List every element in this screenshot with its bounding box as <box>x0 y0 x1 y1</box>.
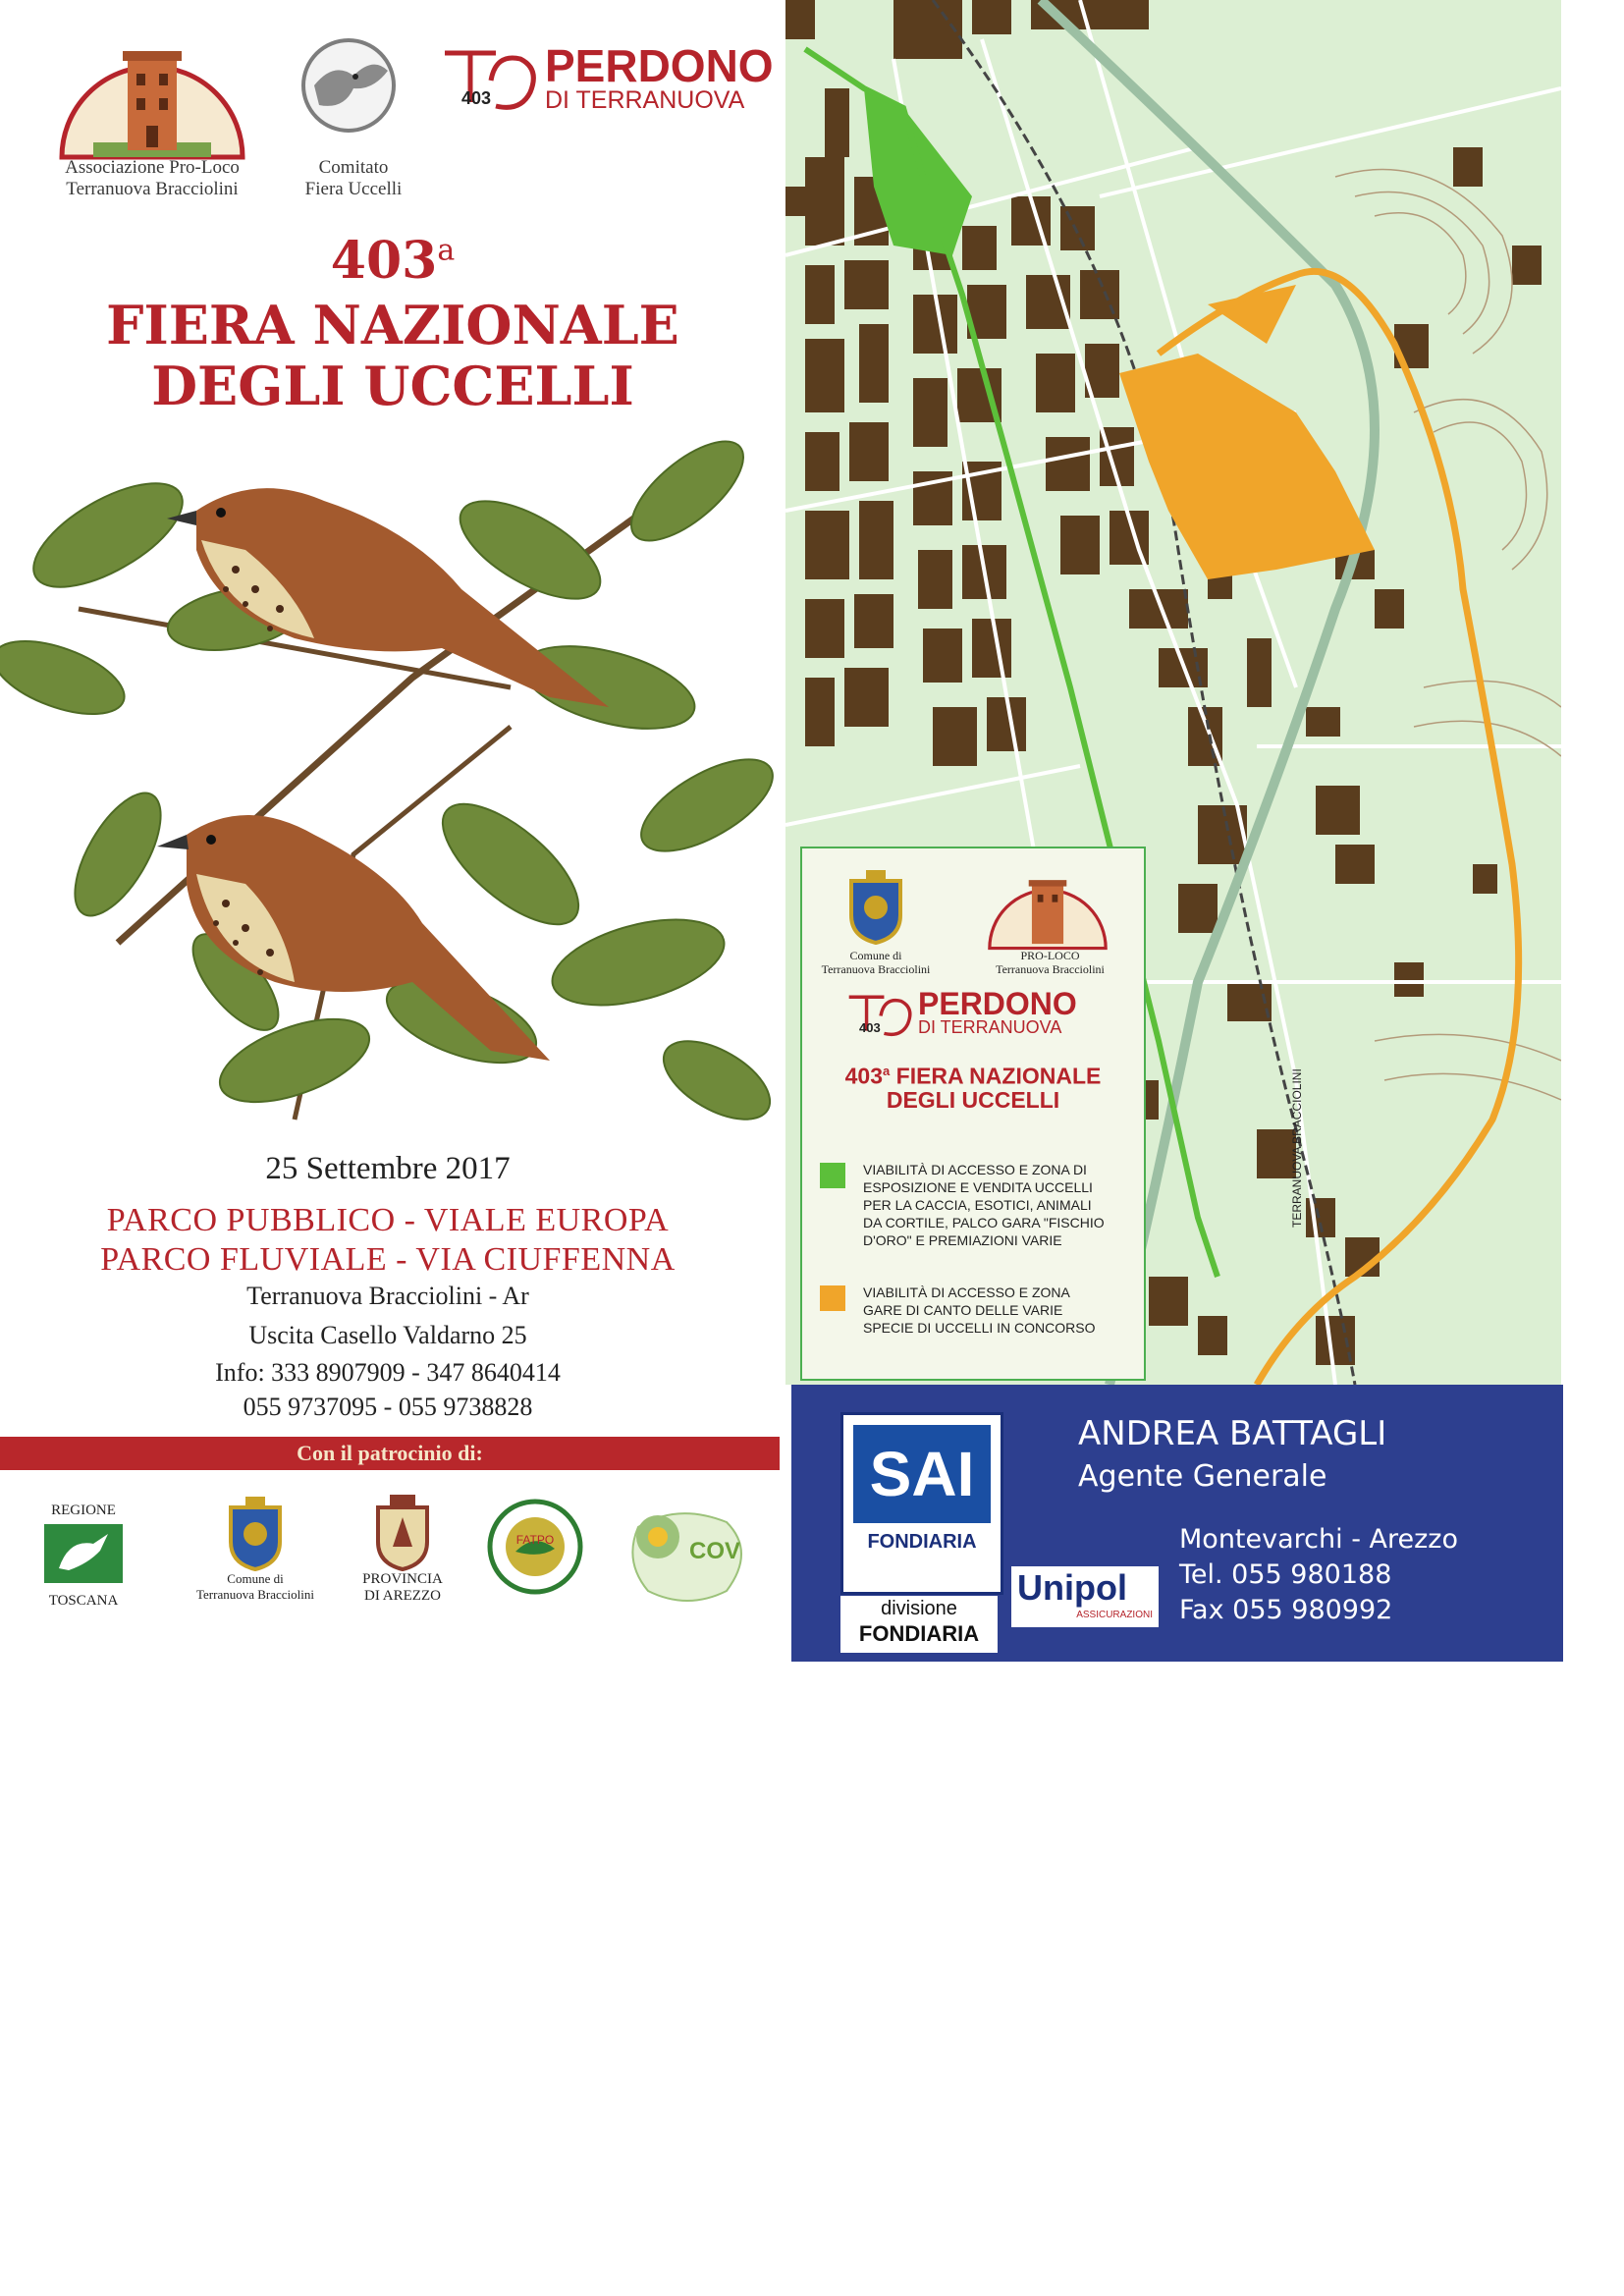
event-date: 25 Settembre 2017 <box>265 1151 511 1186</box>
agent-name: ANDREA BATTAGLI <box>1078 1414 1387 1453</box>
legend-title-line2: DEGLI UCCELLI <box>886 1086 1060 1113</box>
proloco-label-line1: Associazione Pro-Loco <box>65 157 240 178</box>
proloco-label <box>20 157 285 200</box>
event-title-line2: DEGLI UCCELLI <box>151 355 634 417</box>
agent-role: Agente Generale <box>1078 1459 1327 1494</box>
flyer-front-panel <box>0 0 785 1665</box>
legend-proloco-line1: PRO-LOCO <box>1020 949 1080 962</box>
sai-wordmark: SAI <box>853 1425 991 1523</box>
provincia-crest-icon <box>368 1493 437 1571</box>
perdono-subtitle: DI TERRANUOVA <box>545 86 745 114</box>
comitato-label-line1: Comitato <box>318 157 389 178</box>
legend-perdono-emblem <box>841 989 920 1043</box>
comitato-bird-logo <box>295 31 403 139</box>
comune-crest-icon <box>221 1493 290 1571</box>
edition-number <box>295 231 491 291</box>
proloco-tower-logo <box>54 29 250 167</box>
legend-title-line1: FIERA NAZIONALE <box>895 1063 1102 1089</box>
provincia-arezzo-logo <box>349 1493 457 1605</box>
legend-edition-value: 403 <box>844 1063 884 1089</box>
regione-toscana-logo <box>39 1503 128 1610</box>
regione-label-2: TOSCANA <box>48 1593 119 1609</box>
legend-orange-line3: SPECIE DI UCCELLI IN CONCORSO <box>863 1320 1096 1336</box>
unipol-subtitle: ASSICURAZIONI <box>1076 1610 1153 1620</box>
comune-label-1: Comune di <box>227 1571 284 1586</box>
legend-orange-swatch <box>820 1285 845 1311</box>
patronage-band: Con il patrocinio di: <box>0 1437 780 1470</box>
info-phones-1: Info: 333 8907909 - 347 8640414 <box>215 1358 561 1387</box>
regione-label-1: REGIONE <box>51 1503 116 1518</box>
legend-orange-text <box>863 1284 1138 1337</box>
legend-orange-line2: GARE DI CANTO DELLE VARIE <box>863 1302 1063 1318</box>
agent-fax: Fax 055 980992 <box>1179 1595 1393 1625</box>
town: Terranuova Bracciolini - Ar <box>246 1282 529 1310</box>
motorway-exit: Uscita Casello Valdarno 25 <box>248 1321 527 1349</box>
comitato-label <box>285 157 422 200</box>
legend-green-line1: VIABILITÀ DI ACCESSO E ZONA DI <box>863 1162 1087 1177</box>
fatpo-seal <box>486 1498 584 1596</box>
edition-value: 403 <box>330 231 438 291</box>
legend-green-line4: DA CORTILE, PALCO GARA "FISCHIO <box>863 1215 1105 1230</box>
event-title-line1: FIERA NAZIONALE <box>106 294 679 356</box>
provincia-label-1: PROVINCIA <box>362 1571 443 1587</box>
perdono-number: 403 <box>461 88 492 108</box>
legend-proloco-tower-logo <box>984 866 1111 955</box>
agent-phone: Tel. 055 980188 <box>1179 1559 1392 1590</box>
comune-label-2: Terranuova Bracciolini <box>195 1587 314 1602</box>
proloco-label-line2: Terranuova Bracciolini <box>66 179 239 199</box>
provincia-label-2: DI AREZZO <box>364 1588 441 1604</box>
fatpo-text: FATPO <box>515 1533 555 1547</box>
legend-comune-line2: Terranuova Bracciolini <box>821 962 931 976</box>
legend-proloco-line2: Terranuova Bracciolini <box>996 962 1105 976</box>
map-street-label: TERRANUOVA BRACCIOLINI <box>1290 1068 1304 1228</box>
legend-event-title <box>802 1060 1144 1112</box>
legend-green-swatch <box>820 1163 845 1188</box>
comitato-label-line2: Fiera Uccelli <box>304 179 403 199</box>
edition-superscript: a <box>437 233 456 268</box>
pegasus-icon <box>39 1519 128 1588</box>
thrush-birds-illustration <box>0 432 776 1139</box>
legend-comune-label <box>807 949 945 976</box>
legend-perdono-subtitle: DI TERRANUOVA <box>918 1017 1062 1037</box>
divisione-fondiaria-box <box>840 1596 998 1653</box>
agent-city: Montevarchi - Arezzo <box>1179 1524 1458 1555</box>
map-legend <box>800 847 1146 1381</box>
divisione-label: divisione <box>881 1598 957 1619</box>
sai-fondiaria-text: FONDIARIA <box>867 1531 977 1553</box>
sai-fondiaria-logo <box>840 1412 1003 1595</box>
cov-text: COV <box>689 1538 741 1564</box>
legend-comune-line1: Comune di <box>849 949 902 962</box>
legend-edition-superscript: a <box>883 1064 891 1078</box>
legend-green-line5: D'ORO" E PREMIAZIONI VARIE <box>863 1232 1062 1248</box>
perdono-title: PERDONO <box>545 40 774 91</box>
insurance-ad-band <box>791 1385 1563 1662</box>
event-title <box>39 295 746 416</box>
legend-green-line2: ESPOSIZIONE E VENDITA UCCELLI <box>863 1179 1093 1195</box>
legend-proloco-label <box>974 949 1126 976</box>
legend-perdono-number: 403 <box>859 1020 881 1035</box>
unipol-wordmark: Unipol <box>1017 1567 1127 1608</box>
unipol-logo <box>1011 1566 1159 1627</box>
venue-line-2: PARCO FLUVIALE - VIA CIUFFENNA <box>100 1241 676 1278</box>
divisione-fondiaria-label: FONDIARIA <box>858 1621 980 1646</box>
legend-comune-crest-icon <box>841 866 910 945</box>
legend-perdono-title: PERDONO <box>918 986 1077 1021</box>
info-phones-2: 055 9737095 - 055 9738828 <box>243 1393 533 1421</box>
legend-green-text <box>863 1161 1138 1249</box>
legend-orange-line1: VIABILITÀ DI ACCESSO E ZONA <box>863 1285 1070 1300</box>
cov-logo <box>619 1498 766 1615</box>
venue-line-1: PARCO PUBBLICO - VIALE EUROPA <box>106 1202 670 1238</box>
legend-green-line3: PER LA CACCIA, ESOTICI, ANIMALI <box>863 1197 1092 1213</box>
comune-terranuova-logo <box>191 1493 319 1603</box>
